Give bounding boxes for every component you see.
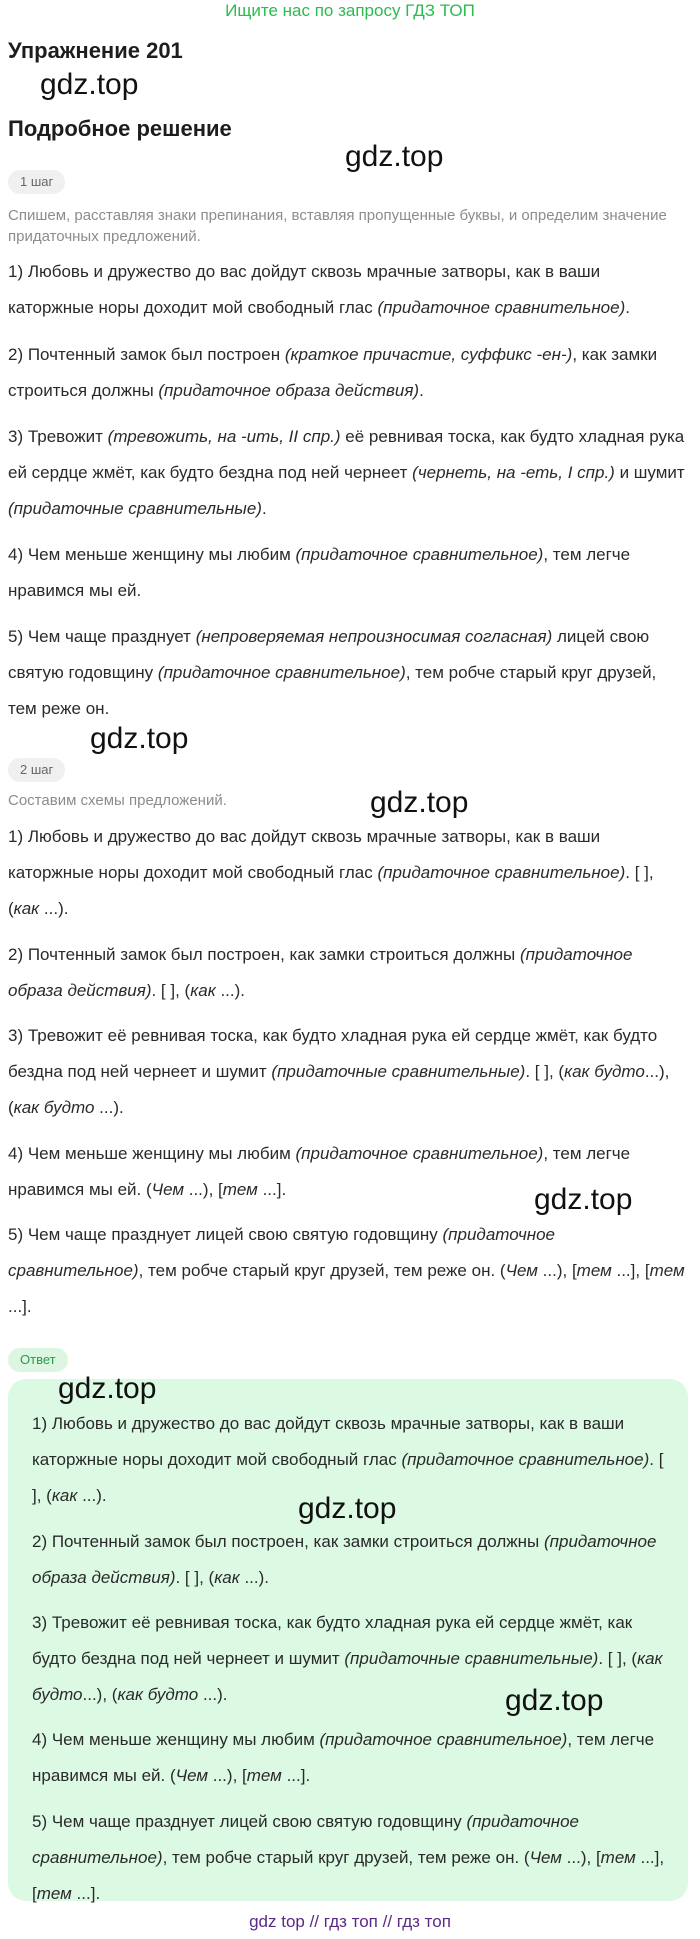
step-2-item: 1) Любовь и дружество до вас дойдут сквозь мрачные затворы, как в ваши каторжные норы доходит мой свободный глас (придаточное сравнительное). [ ], (как ...). [8,827,654,918]
step-2-item: 4) Чем меньше женщину мы любим (придаточное сравнительное), тем легче нравимся мы ей. (Чем ...), [тем ...]. [8,1144,631,1199]
italic-note: тем [600,1848,636,1867]
italic-note: (придаточное сравнительное) [377,863,626,882]
answer-item: 1) Любовь и дружество до вас дойдут сквозь мрачные затворы, как в ваши каторжные норы доходит мой свободный глас (придаточное сравнительное). [ ], (как ...). [32,1414,664,1505]
italic-note: как будто [117,1685,199,1704]
italic-note: как будто [13,1098,95,1117]
italic-note: (придаточное образа действия) [158,381,420,400]
step-1-item: 3) Тревожит (тревожить, на -ить, II спр.) её ревнивая тоска, как будто хладная рука ей сердце жмёт, как будто бездна под ней чернеет (чернеть, на -еть, I спр.) и шумит (придаточные сравнительные). [8,427,685,518]
italic-note: (тревожить, на -ить, II спр.) [107,427,341,446]
italic-note: Чем [175,1766,209,1785]
watermark: gdz.top [505,1684,604,1717]
italic-note: (непроверяемая непроизносимая согласная) [195,627,553,646]
italic-note: (придаточное сравнительное) [157,663,406,682]
footer-links[interactable]: gdz top // гдз топ // гдз топ [249,1912,451,1931]
italic-note: как [51,1486,78,1505]
italic-note: тем [36,1884,72,1903]
answer-item: 3) Тревожит её ревнивая тоска, как будто хладная рука ей сердце жмёт, как будто бездна под ней чернеет и шумит (придаточные сравнительные). [ ], (как будто...), (как будто ...). [32,1613,663,1704]
italic-note: (придаточные сравнительные) [8,499,262,518]
italic-note: тем [576,1261,612,1280]
italic-note: как [190,981,216,1000]
italic-note: (придаточное сравнительное) [401,1450,650,1469]
step-1-hint: Спишем, расставляя знаки препинания, вставляя пропущенные буквы, и определим значение придаточных предложений. [8,207,667,245]
answer-item: 5) Чем чаще празднует лицей свою святую годовщину (придаточное сравнительное), тем робче старый круг друзей, тем реже он. (Чем ...), [тем ...], [тем ...]. [32,1812,665,1903]
step-2-item: 2) Почтенный замок был построен, как замки строиться должны (придаточное образа действия). [ ], (как ...). [8,945,633,1000]
watermark: gdz.top [90,722,189,755]
step-1-item: 1) Любовь и дружество до вас дойдут сквозь мрачные затворы, как в ваши каторжные норы доходит мой свободный глас (придаточное сравнительное). [8,262,630,317]
answer-badge: Ответ [8,1348,68,1372]
watermark: gdz.top [298,1492,397,1525]
watermark: gdz.top [345,140,444,173]
italic-note: как будто [564,1062,645,1081]
italic-note: (придаточные сравнительные) [344,1649,599,1668]
step-1-badge: 1 шаг [8,170,65,194]
watermark: gdz.top [534,1183,633,1216]
italic-note: (придаточное сравнительное) [295,1144,544,1163]
answer-item: 4) Чем меньше женщину мы любим (придаточное сравнительное), тем легче нравимся мы ей. (Чем ...), [тем ...]. [32,1730,655,1785]
step-2-item: 5) Чем чаще празднует лицей свою святую годовщину (придаточное сравнительное), тем робче старый круг друзей, тем реже он. (Чем ...), [тем ...], [тем ...]. [8,1225,685,1316]
italic-note: (чернеть, на -еть, I спр.) [412,463,615,482]
exercise-title: Упражнение 201 [8,38,183,63]
italic-note: (краткое причастие, суффикс -ен-) [284,345,573,364]
watermark: gdz.top [40,68,139,101]
top-banner: Ищите нас по запросу ГДЗ ТОП [225,1,475,20]
watermark: gdz.top [58,1372,157,1405]
italic-note: как будто [32,1649,663,1704]
italic-note: (придаточные сравнительные) [271,1062,526,1081]
italic-note: (придаточное образа действия) [32,1532,657,1587]
solution-title: Подробное решение [8,116,232,141]
italic-note: как [214,1568,240,1587]
italic-note: Чем [151,1180,185,1199]
italic-note: как [13,899,40,918]
step-1-item: 5) Чем чаще празднует (непроверяемая непроизносимая согласная) лицей свою святую годовщину (придаточное сравнительное), тем робче старый круг друзей, тем реже он. [8,627,657,718]
step-2-badge: 2 шаг [8,758,65,782]
answer-item: 2) Почтенный замок был построен, как замки строиться должны (придаточное образа действия). [ ], (как ...). [32,1532,657,1587]
italic-note: (придаточное сравнительное) [8,1225,556,1280]
italic-note: (придаточное сравнительное) [319,1730,568,1749]
step-2-item: 3) Тревожит её ревнивая тоска, как будто хладная рука ей сердце жмёт, как будто бездна под ней чернеет и шумит (придаточные сравнительные). [ ], (как будто...), (как будто ...). [8,1026,670,1117]
italic-note: тем [246,1766,282,1785]
step-2-hint: Составим схемы предложений. [8,792,227,809]
step-1-item: 2) Почтенный замок был построен (краткое причастие, суффикс -ен-), как замки строиться должны (придаточное образа действия). [8,345,658,400]
italic-note: (придаточное сравнительное) [32,1812,580,1867]
italic-note: (придаточное образа действия) [8,945,633,1000]
italic-note: тем [222,1180,258,1199]
italic-note: (придаточное сравнительное) [295,545,544,564]
italic-note: (придаточное сравнительное) [377,298,626,317]
italic-note: Чем [505,1261,538,1280]
step-1-item: 4) Чем меньше женщину мы любим (придаточное сравнительное), тем легче нравимся мы ей. [8,545,631,600]
italic-note: тем [649,1261,685,1280]
italic-note: Чем [529,1848,562,1867]
watermark: gdz.top [370,786,469,819]
